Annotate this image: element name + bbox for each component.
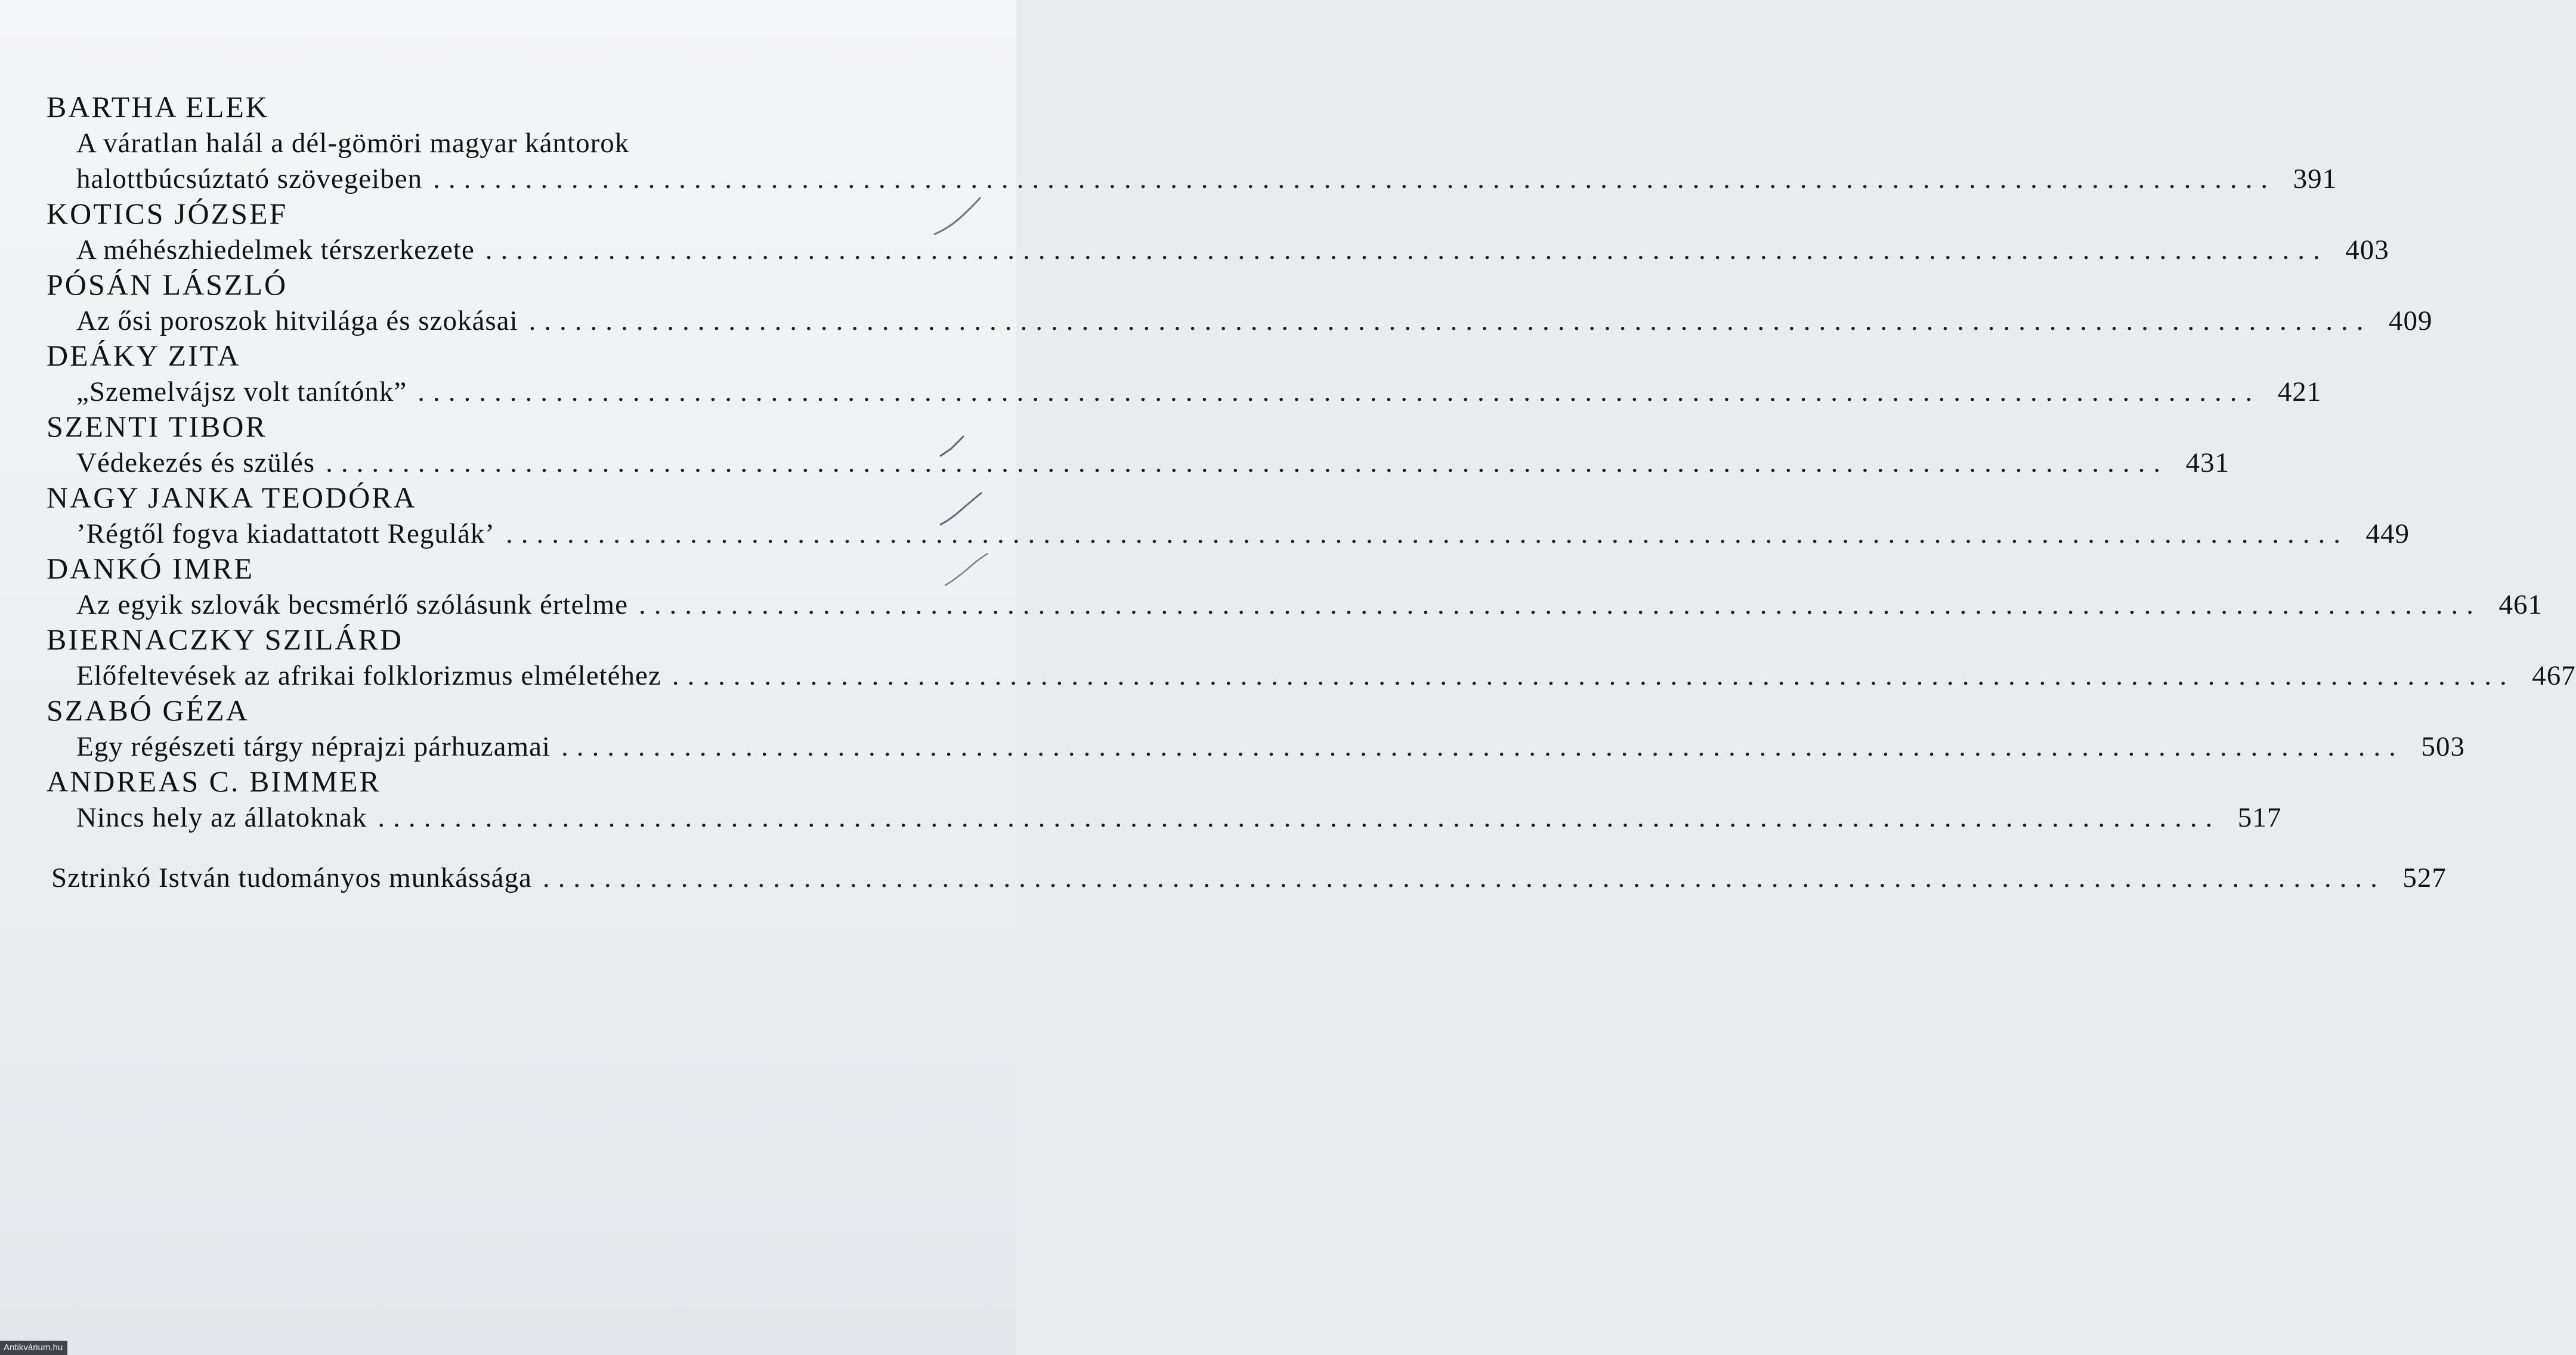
page-number: 517 bbox=[2237, 802, 2282, 833]
author-name: ANDREAS C. BIMMER bbox=[47, 765, 381, 798]
dot-leader: ........................................................................................................................ bbox=[485, 234, 2328, 265]
toc-entry bbox=[47, 622, 2576, 693]
dot-leader: ........................................................................................................................ bbox=[542, 862, 2386, 893]
chapter-title: Az egyik szlovák becsmérlő szólásunk értelme bbox=[76, 589, 628, 620]
page-number: 503 bbox=[2421, 731, 2465, 762]
page-number: 449 bbox=[2365, 518, 2410, 549]
footer bbox=[0, 1341, 67, 1355]
chapter-title: Előfeltevések az afrikai folklorizmus elméletéhez bbox=[76, 660, 661, 691]
chapter-title: Nincs hely az állatoknak bbox=[76, 802, 367, 833]
page-number: 467 bbox=[2532, 660, 2576, 691]
dot-leader: ........................................................................................................................ bbox=[418, 376, 2261, 407]
table-of-contents bbox=[47, 89, 2576, 895]
toc-entry bbox=[47, 89, 2337, 196]
dot-leader: ........................................................................................................................ bbox=[638, 589, 2482, 620]
author-name: BARTHA ELEK bbox=[47, 90, 270, 123]
pencil-check-mark bbox=[938, 432, 967, 462]
author-name: PÓSÁN LÁSZLÓ bbox=[47, 268, 288, 301]
author-name: BIERNACZKY SZILÁRD bbox=[47, 623, 403, 656]
author-name: SZABÓ GÉZA bbox=[47, 694, 249, 727]
toc-entry bbox=[47, 267, 2433, 338]
toc-title-row[interactable] bbox=[76, 587, 2543, 622]
dot-leader: ........................................................................................................................ bbox=[528, 305, 2372, 336]
toc-entry bbox=[47, 551, 2543, 622]
dot-leader: ........................................................................................................................ bbox=[433, 163, 2277, 194]
toc-entry bbox=[47, 196, 2389, 267]
dot-leader: ........................................................................................................................ bbox=[326, 447, 2169, 478]
page-number: 409 bbox=[2389, 305, 2433, 336]
toc-title-row[interactable] bbox=[76, 800, 2282, 835]
chapter-title: Az ősi poroszok hitvilága és szokásai bbox=[76, 305, 518, 336]
toc-entry bbox=[47, 480, 2410, 551]
toc-entry bbox=[47, 338, 2322, 409]
toc-title-row[interactable] bbox=[76, 303, 2433, 338]
toc-title-row[interactable] bbox=[76, 516, 2410, 551]
chapter-title: ’Régtől fogva kiadattatott Regulák’ bbox=[76, 518, 495, 549]
pencil-check-mark bbox=[930, 194, 984, 242]
toc-final-entry bbox=[51, 860, 2447, 895]
author-name: SZENTI TIBOR bbox=[47, 410, 267, 443]
page-number: 527 bbox=[2402, 862, 2447, 893]
pencil-check-mark bbox=[942, 549, 990, 596]
author-name: KOTICS JÓZSEF bbox=[47, 197, 288, 230]
author-name: DANKÓ IMRE bbox=[47, 552, 255, 585]
page-number: 421 bbox=[2277, 376, 2322, 407]
toc-title-row[interactable] bbox=[76, 729, 2465, 764]
chapter-title: Egy régészeti tárgy néprajzi párhuzamai bbox=[76, 731, 551, 762]
chapter-title: halottbúcsúztató szövegeiben bbox=[76, 163, 423, 194]
page-number: 461 bbox=[2498, 589, 2543, 620]
toc-title-row[interactable] bbox=[76, 658, 2576, 693]
author-name: NAGY JANKA TEODÓRA bbox=[47, 481, 417, 514]
dot-leader: ........................................................................................................................ bbox=[672, 660, 2515, 691]
dot-leader: ........................................................................................................................ bbox=[505, 518, 2349, 549]
author-name: DEÁKY ZITA bbox=[47, 339, 241, 372]
pencil-check-mark bbox=[938, 489, 985, 537]
toc-title-row[interactable] bbox=[51, 860, 2447, 895]
toc-entry bbox=[47, 409, 2230, 480]
toc-title-row[interactable] bbox=[76, 445, 2230, 480]
toc-title-row[interactable] bbox=[76, 161, 2337, 196]
page-number: 403 bbox=[2345, 234, 2389, 265]
toc-entry bbox=[47, 693, 2465, 764]
dot-leader: ........................................................................................................................ bbox=[378, 802, 2221, 833]
chapter-title: A méhészhiedelmek térszerkezete bbox=[76, 234, 475, 265]
chapter-title: „Szemelvájsz volt tanítónk” bbox=[76, 376, 407, 407]
chapter-title: Védekezés és szülés bbox=[76, 447, 316, 478]
chapter-title: Sztrinkó István tudományos munkássága bbox=[51, 862, 532, 893]
toc-title-row[interactable] bbox=[76, 232, 2389, 267]
toc-title-row[interactable] bbox=[76, 374, 2322, 409]
page-number: 391 bbox=[2293, 163, 2337, 194]
dot-leader: ........................................................................................................................ bbox=[561, 731, 2404, 762]
page-number: 431 bbox=[2185, 447, 2230, 478]
watermark-label: Antikvárium.hu bbox=[0, 1341, 67, 1355]
toc-entry bbox=[47, 764, 2282, 835]
chapter-title-line-1: A váratlan halál a dél-gömöri magyar kántorok bbox=[76, 128, 630, 159]
